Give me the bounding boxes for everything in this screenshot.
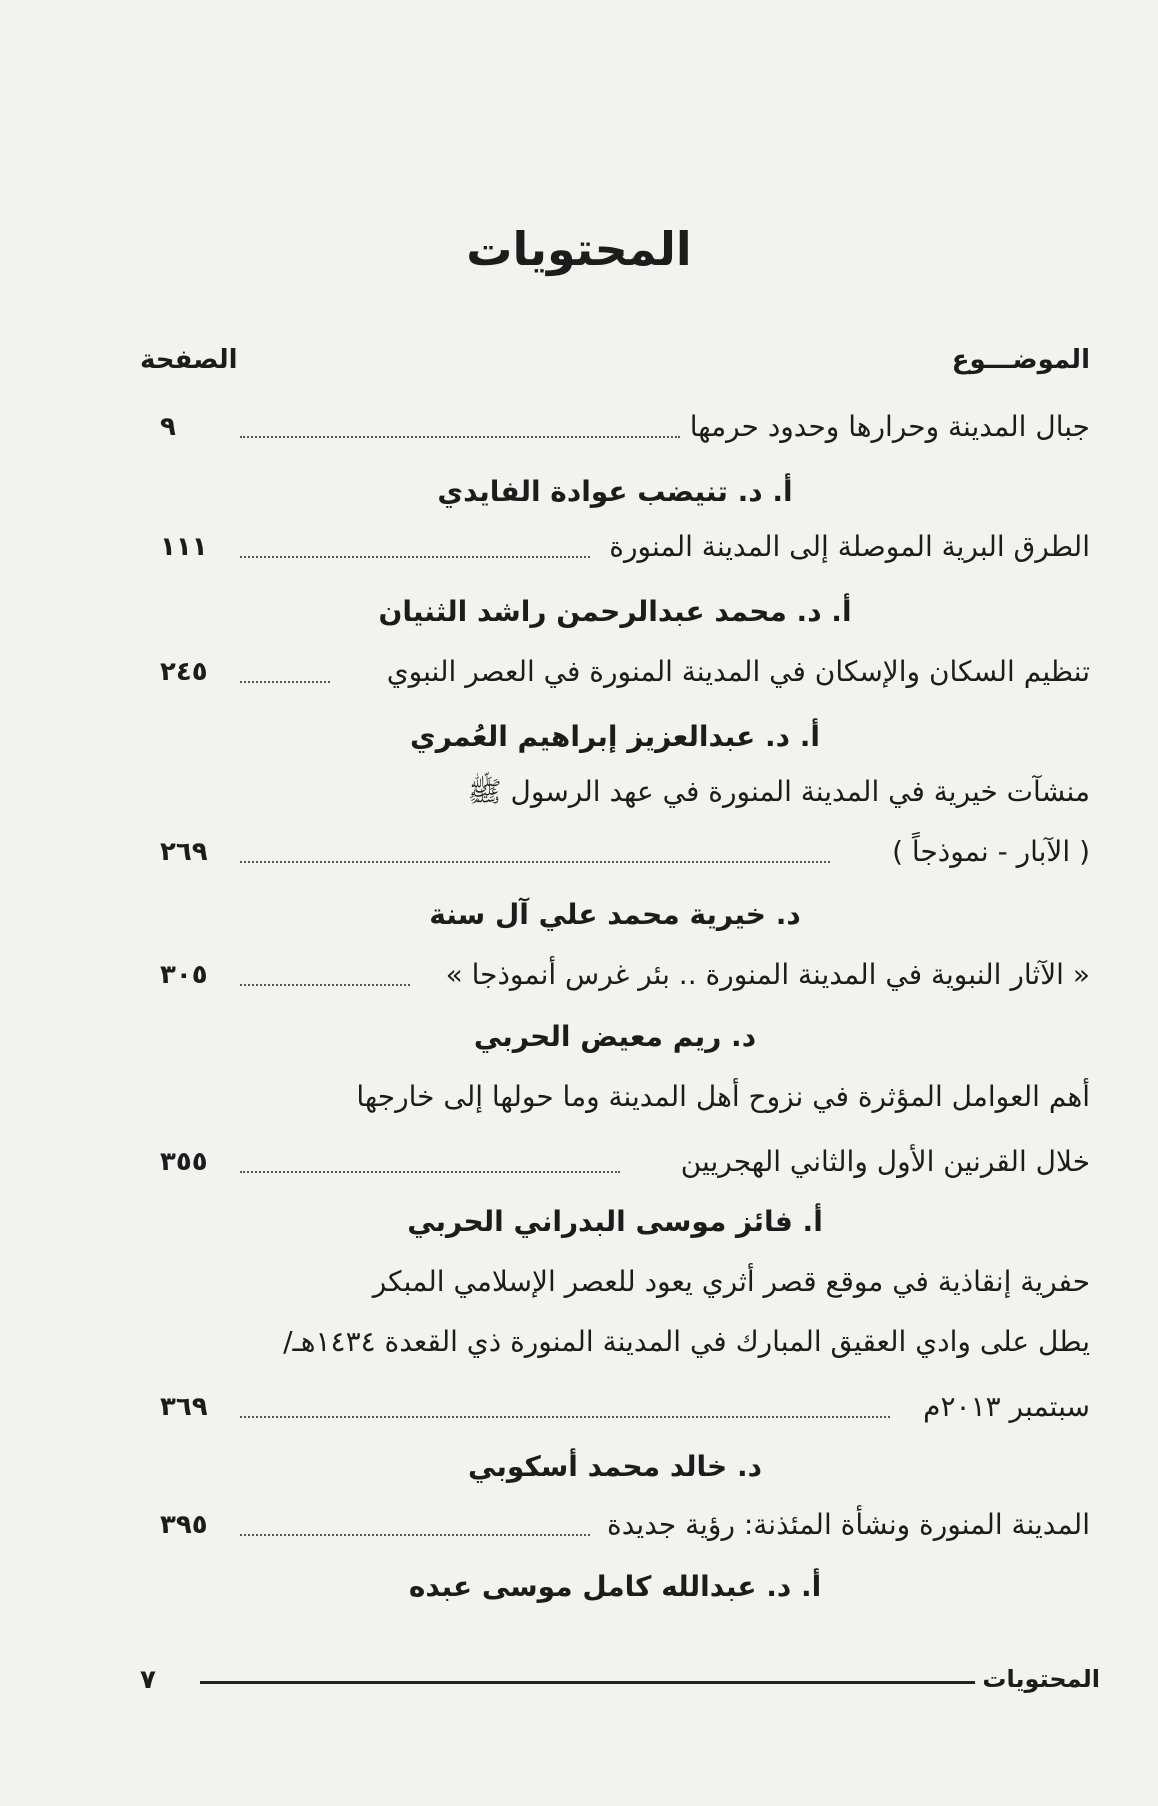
subject-column-label: الموضـــوع — [951, 345, 1090, 375]
toc-entry-title: « الآثار النبوية في المدينة المنورة .. بئر غرس أنموذجا » ٣٠٥ — [160, 958, 1090, 991]
toc-author: د. ريم معيض الحربي — [473, 1020, 757, 1053]
toc-entry-title: منشآت خيرية في المدينة المنورة في عهد الرسول ﷺ — [467, 775, 1090, 808]
toc-entry-title: أهم العوامل المؤثرة في نزوح أهل المدينة وما حولها إلى خارجها — [356, 1080, 1090, 1113]
toc-author: أ. د. تنيضب عوادة الفايدي — [437, 475, 793, 508]
toc-entry-title: حفرية إنقاذية في موقع قصر أثري يعود للعصر الإسلامي المبكر — [372, 1265, 1090, 1298]
toc-entry-title-continued: يطل على وادي العقيق المبارك في المدينة المنورة ذي القعدة ١٤٣٤هـ/ — [283, 1325, 1090, 1358]
running-footer-label: المحتويات — [982, 1665, 1100, 1693]
leader-dots — [240, 1416, 890, 1418]
toc-author: أ. د. محمد عبدالرحمن راشد الثنيان — [378, 595, 852, 628]
toc-entry-title: الطرق البرية الموصلة إلى المدينة المنورة ١١١ — [160, 530, 1090, 563]
leader-dots — [240, 861, 830, 863]
footer-rule — [200, 1681, 975, 1684]
toc-author: أ. فائز موسى البدراني الحربي — [407, 1205, 823, 1238]
leader-dots — [240, 436, 680, 438]
toc-author: د. خيرية محمد علي آل سنة — [429, 898, 801, 931]
toc-page-number: ٣٩٥ — [160, 1510, 208, 1540]
toc-page-number: ٩ — [160, 412, 176, 442]
toc-author: أ. د. عبدالله كامل موسى عبده — [408, 1570, 822, 1603]
toc-author: أ. د. عبدالعزيز إبراهيم العُمري — [410, 720, 820, 753]
toc-entry-title: جبال المدينة وحرارها وحدود حرمها ٩ — [160, 410, 1090, 443]
toc-page-number: ٣٠٥ — [160, 960, 208, 990]
toc-page-number: ٣٦٩ — [160, 1392, 208, 1422]
leader-dots — [240, 1171, 620, 1173]
toc-entry-title-continued: ( الآبار - نموذجاً ) ٢٦٩ — [160, 835, 1090, 868]
toc-header — [140, 345, 1090, 385]
leader-dots — [240, 556, 590, 558]
page-title: المحتويات — [466, 222, 692, 276]
footer-page-number: ٧ — [140, 1665, 156, 1695]
toc-page-number: ٢٤٥ — [160, 657, 208, 687]
leader-dots — [240, 1534, 590, 1536]
leader-dots — [240, 681, 330, 683]
toc-entry-title-continued: خلال القرنين الأول والثاني الهجريين ٣٥٥ — [160, 1145, 1090, 1178]
toc-page-number: ٣٥٥ — [160, 1147, 208, 1177]
toc-entry-title-continued: سبتمبر ٢٠١٣م ٣٦٩ — [160, 1390, 1090, 1423]
toc-entry-title: المدينة المنورة ونشأة المئذنة: رؤية جديدة ٣٩٥ — [160, 1508, 1090, 1541]
leader-dots — [240, 984, 410, 986]
toc-page-number: ٢٦٩ — [160, 837, 208, 867]
toc-entry-title: تنظيم السكان والإسكان في المدينة المنورة في العصر النبوي ٢٤٥ — [160, 655, 1090, 688]
toc-author: د. خالد محمد أسكوبي — [468, 1450, 762, 1483]
page-footer — [140, 1665, 1100, 1705]
page-column-label: الصفحة — [140, 345, 238, 375]
toc-page-number: ١١١ — [160, 532, 208, 562]
